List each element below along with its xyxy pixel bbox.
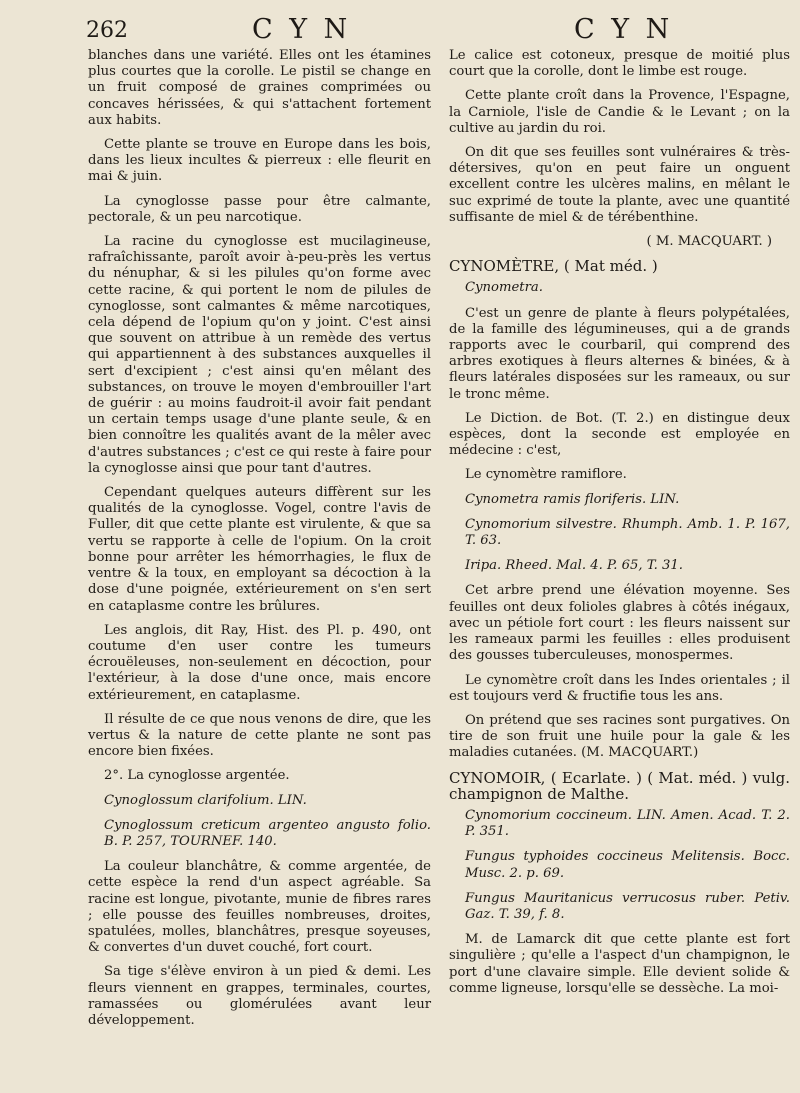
- synonym-line: Cynoglossum creticum argenteo angusto folio. B. P. 257, TOURNEF. 140.: [104, 817, 431, 849]
- page-number: 262: [86, 18, 128, 43]
- paragraph: M. de Lamarck dit que cette plante est fort singulière ; qu'elle a l'aspect d'un champignon, le port d'une clavaire simple. Elle devient solide & comme ligneuse, lorsqu'elle se dessèche. La moi-: [449, 932, 790, 996]
- paragraph: La racine du cynoglosse est mucilagineuse, rafraîchissante, paroît avoir à-peu-près les vertus du nénuphar, & si les pilules qu'on forme avec cette racine, & qui portent le nom de pilules de cynoglosse, sont calmantes & même narcotiques, cela dépend de l'opium qu'on y joint. C'est ainsi que souvent on attribue à un remède des vertus qui appartiennent à des substances auxquelles il sert d'excipient ; c'est ainsi qu'en mêlant des substances, on trouve le moyen d'embrouiller l'art de guérir : au moins faudroit-il avoir fait pendant un certain temps usage d'une plante seule, & en bien connoître les qualités avant de la mêler avec d'autres substances ; c'est ce qui reste à faire pour la cynoglosse ainsi que pour tant d'autres.: [88, 234, 431, 476]
- paragraph: Sa tige s'élève environ à un pied & demi. Les fleurs viennent en grappes, terminales, courtes, ramassées ou glomérulées avant leur développement.: [88, 964, 431, 1028]
- synonym-line: Iripa. Rheed. Mal. 4. P. 65, T. 31.: [465, 558, 683, 574]
- paragraph: Il résulte de ce que nous venons de dire, que les vertus & la nature de cette plante ne sont pas encore bien fixées.: [88, 711, 431, 760]
- entry-heading: CYNOMOIR, ( Ecarlate. ) ( Mat. méd. ) vulg. champignon de Malthe.: [449, 768, 790, 803]
- paragraph: Cette plante croît dans la Provence, l'Espagne, la Carniole, l'isle de Candie & le Levant ; on la cultive au jardin du roi.: [449, 88, 790, 136]
- paragraph: On dit que ses feuilles sont vulnéraires & très-détersives, qu'on en peut faire un onguent excellent contre les ulcères malins, en mêlant le suc exprimé de toute la plante, avec une quantité suffisante de miel & de térébenthine.: [449, 145, 790, 225]
- synonym-line: Fungus Mauritanicus verrucosus ruber. Petiv. Gaz. T. 39, f. 8.: [465, 890, 790, 922]
- paragraph: On prétend que ses racines sont purgatives. On tire de son fruit une huile pour la gale & les maladies cutanées. (M. MACQUART.): [449, 712, 790, 761]
- paragraph: Le cynomètre croît dans les Indes orientales ; il est toujours verd & fructifie tous les ans.: [449, 672, 790, 704]
- latin-name: Cynometra.: [465, 280, 543, 296]
- author-signature: ( M. MACQUART. ): [646, 234, 772, 250]
- paragraph: C'est un genre de plante à fleurs polypétalées, de la famille des légumineuses, qui a de grands rapports avec le courbaril, qui comprend des arbres exotiques à fleurs alternes & binées, & à fleurs latérales disposées sur les rameaux, ou sur le tronc même.: [449, 305, 790, 402]
- entry-subheading: Le cynomètre ramiflore.: [465, 467, 627, 483]
- synonym-line: Fungus typhoides coccineus Melitensis. Bocc. Musc. 2. p. 69.: [465, 849, 790, 881]
- paragraph: Le Diction. de Bot. (T. 2.) en distingue deux espèces, dont la seconde est employée en médecine : c'est,: [449, 410, 790, 459]
- right-running-head: C Y N: [574, 14, 674, 45]
- paragraph: La cynoglosse passe pour être calmante, pectorale, & un peu narcotique.: [88, 193, 431, 225]
- page-header: [86, 14, 786, 48]
- paragraph: La couleur blanchâtre, & comme argentée, de cette espèce la rend d'un aspect agréable. Sa racine est longue, pivotante, munie de fibres rares ; elle pousse des feuilles nombreuses, droites, spatulées, molles, blanchâtres, presque soyeuses, & convertes d'un duvet couché, fort court.: [88, 859, 431, 956]
- left-column: [88, 48, 431, 1037]
- paragraph: Cette plante se trouve en Europe dans les bois, dans les lieux incultes & pierreux : elle fleurit en mai & juin.: [88, 137, 431, 185]
- left-running-head: C Y N: [252, 14, 352, 45]
- synonym-line: Cynomorium coccineum. LIN. Amen. Acad. T. 2. P. 351.: [465, 807, 790, 840]
- paragraph: Cependant quelques auteurs diffèrent sur les qualités de la cynoglosse. Vogel, contre l'avis de Fuller, dit que cette plante est virulente, & que sa vertu se rapporte à celle de l'opium. On la croit bonne pour arrêter les hémorrhagies, le flux de ventre & la toux, en employant sa décoction à la dose d'une poignée, extérieurement on s'en sert en cataplasme contre les brûlures.: [88, 485, 431, 614]
- synonym-line: Cynometra ramis floriferis. LIN.: [465, 491, 680, 507]
- entry-heading: CYNOMÈTRE, ( Mat méd. ): [449, 257, 658, 276]
- right-column: [449, 48, 790, 1005]
- paragraph: Le calice est cotoneux, presque de moitié plus court que la corolle, dont le limbe est rouge.: [449, 48, 790, 80]
- paragraph: Cet arbre prend une élévation moyenne. Ses feuilles ont deux folioles glabres à côtés inégaux, avec un pétiole fort court : les fleurs naissent sur les rameaux parmi les feuilles : elles produisent des gousses tuberculeuses, monospermes.: [449, 583, 790, 664]
- paragraph: blanches dans une variété. Elles ont les étamines plus courtes que la corolle. Le pistil se change en un fruit composé de graines comprimées ou concaves hérissées, & qui s'attachent fortement aux habits.: [88, 48, 431, 128]
- synonym-line: Cynoglossum clarifolium. LIN.: [104, 792, 307, 808]
- paragraph: Les anglois, dit Ray, Hist. des Pl. p. 490, ont coutume d'en user contre les tumeurs écrouëleuses, non-seulement en décoction, pour l'extérieur, à la dose d'une once, mais encore extérieurement, en cataplasme.: [88, 622, 431, 703]
- synonym-line: Cynomorium silvestre. Rhumph. Amb. 1. P. 167, T. 63.: [465, 516, 790, 549]
- entry-subheading: 2°. La cynoglosse argentée.: [104, 768, 290, 784]
